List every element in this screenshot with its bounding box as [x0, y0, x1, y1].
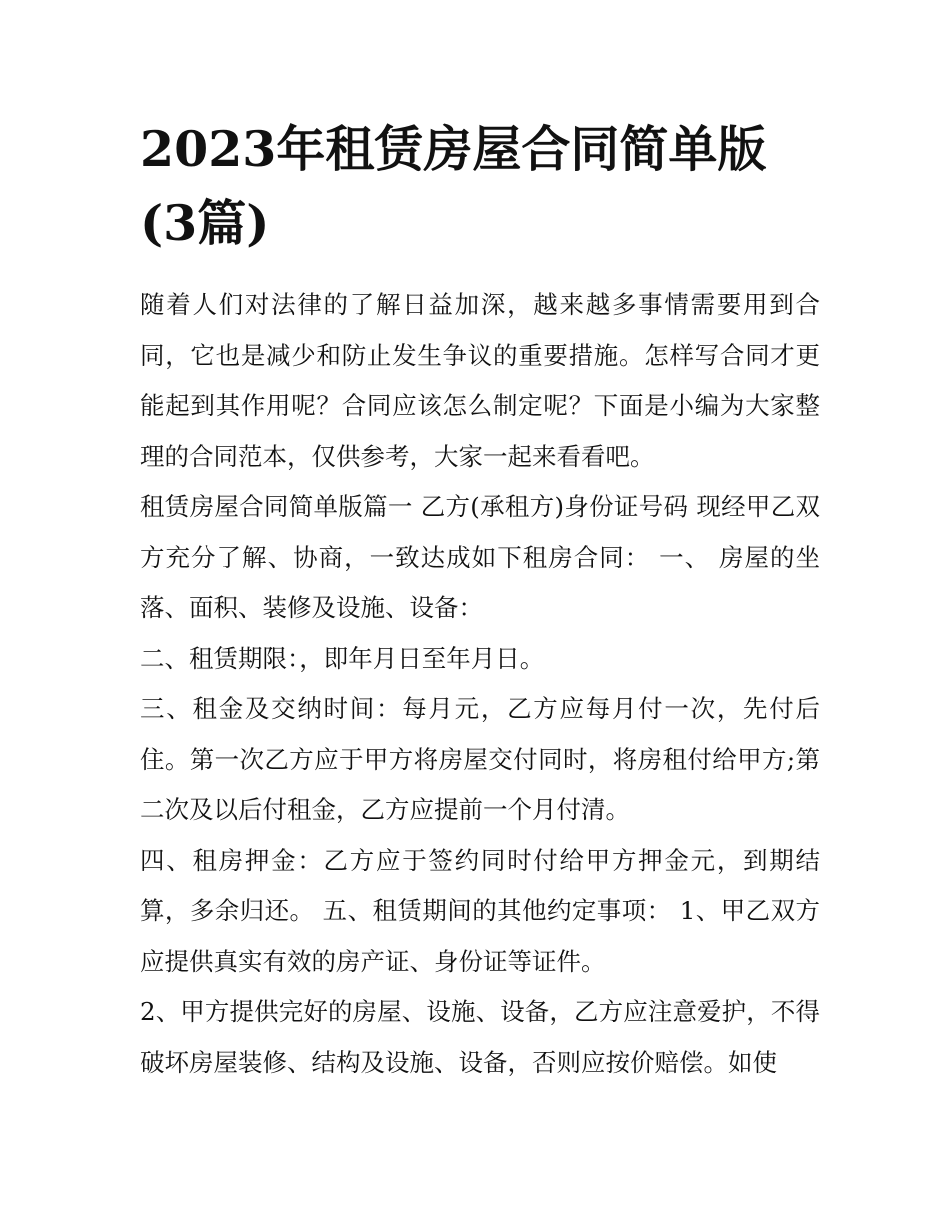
paragraph-contract-opening: 租赁房屋合同简单版篇一 乙方(承租方)身份证号码 现经甲乙双方充分了解、协商，一致达成如下租房合同： 一、 房屋的坐落、面积、装修及设施、设备： — [140, 492, 820, 622]
paragraph-landlord-duty: 2、甲方提供完好的房屋、设施、设备，乙方应注意爱护，不得破坏房屋装修、结构及设施、设备，否则应按价赔偿。如使 — [140, 997, 820, 1077]
paragraph-deposit: 四、租房押金：乙方应于签约同时付给甲方押金元，到期结算，多余归还。 五、租赁期间的其他约定事项： 1、甲乙双方应提供真实有效的房产证、身份证等证件。 — [140, 845, 820, 976]
document-title: 2023年租赁房屋合同简单版(3篇) — [140, 120, 767, 252]
paragraph-rent-payment: 三、租金及交纳时间：每月元，乙方应每月付一次，先付后住。第一次乙方应于甲方将房屋交付同时，将房租付给甲方;第二次及以后付租金，乙方应提前一个月付清。 — [140, 694, 820, 824]
document-body — [140, 112, 820, 1088]
paragraph-intro: 随着人们对法律的了解日益加深，越来越多事情需要用到合同，它也是减少和防止发生争议的重要措施。怎样写合同才更能起到其作用呢？合同应该怎么制定呢？下面是小编为大家整理的合同范本，仅供参考，大家一起来看看吧。 — [140, 290, 820, 471]
paragraph-lease-term: 二、租赁期限：，即年月日至年月日。 — [140, 643, 545, 673]
